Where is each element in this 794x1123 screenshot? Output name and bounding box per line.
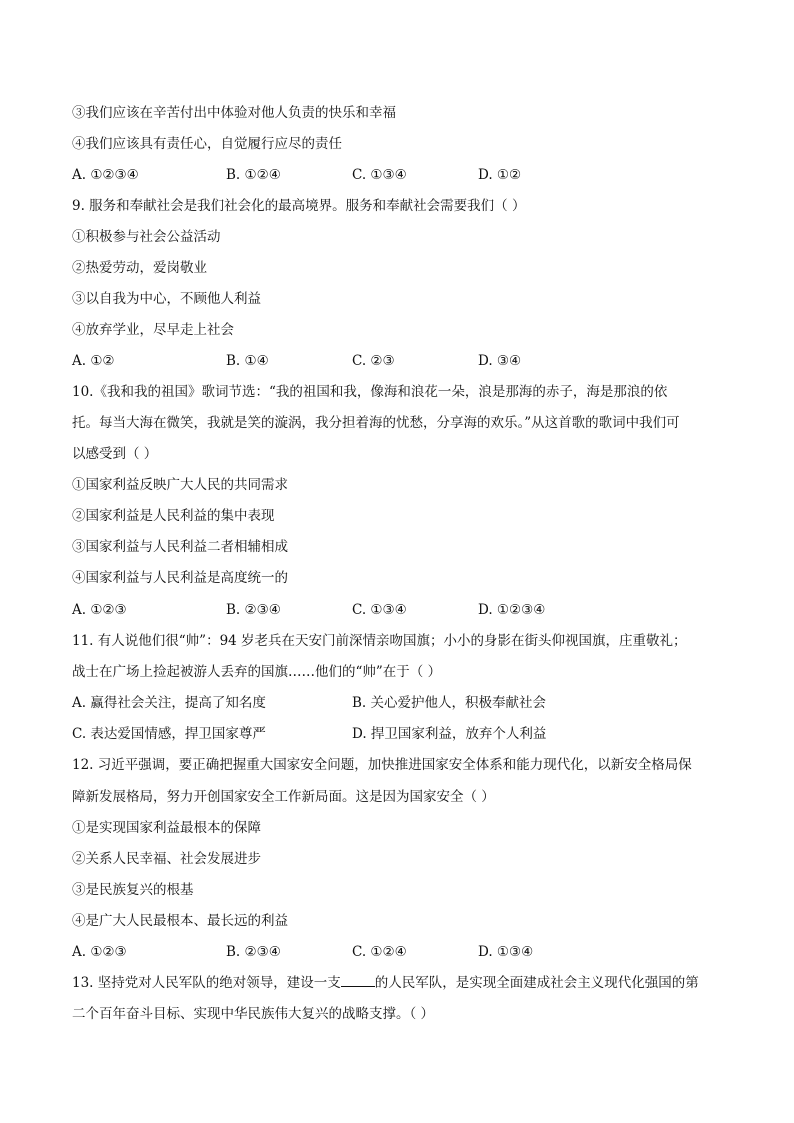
q10-option-b: B. ②③④ [226, 602, 281, 618]
q11-option-a: A. 赢得社会关注，提高了知名度 [72, 695, 266, 711]
q8-item-3: ③我们应该在辛苦付出中体验对他人负责的快乐和幸福 [72, 105, 396, 121]
q12-option-a: A. ①②③ [72, 944, 127, 960]
q8-option-a: A. ①②③④ [72, 167, 139, 183]
q11-options-row-2 [72, 725, 732, 743]
q9-item-2: ②热爱劳动，爱岗敬业 [72, 260, 207, 276]
q12-stem-line-2: 障新发展格局，努力开创国家安全工作新局面。这是因为国家安全（ ） [72, 789, 495, 805]
q10-item-1: ①国家利益反映广大人民的共同需求 [72, 477, 288, 493]
q9-item-1: ①积极参与社会公益活动 [72, 229, 221, 245]
q11-option-b: B. 关心爱护他人，积极奉献社会 [352, 695, 547, 711]
q12-options [72, 943, 732, 961]
q11-stem-line-2: 战士在广场上捡起被游人丢弃的国旗……他们的“帅”在于（ ） [72, 664, 442, 680]
q10-stem-line-3: 以感受到（ ） [72, 446, 158, 462]
q11-option-c: C. 表达爱国情感，捍卫国家尊严 [72, 726, 266, 742]
q12-item-2: ②关系人民幸福、社会发展进步 [72, 851, 261, 867]
q8-item-4: ④我们应该具有责任心，自觉履行应尽的责任 [72, 136, 342, 152]
q9-stem: 9. 服务和奉献社会是我们社会化的最高境界。服务和奉献社会需要我们（ ） [72, 198, 526, 214]
q8-options [72, 166, 732, 184]
q10-item-4: ④国家利益与人民利益是高度统一的 [72, 570, 288, 586]
q9-item-3: ③以自我为中心，不顾他人利益 [72, 291, 261, 307]
q10-options [72, 601, 732, 619]
q12-stem-line-1: 12. 习近平强调，要正确把握重大国家安全问题，加快推进国家安全体系和能力现代化，以新安全格局保 [72, 757, 692, 773]
q9-option-c: C. ②③ [352, 353, 395, 369]
q12-option-b: B. ②③④ [226, 944, 281, 960]
q10-option-d: D. ①②③④ [478, 602, 546, 618]
q13-stem-line-2: 二个百年奋斗目标、实现中华民族伟大复兴的战略支撑。（ ） [72, 1006, 435, 1022]
q10-stem-line-1: 10.《我和我的祖国》歌词节选：“我的祖国和我，像海和浪花一朵，浪是那海的赤子，海是那浪的依 [72, 384, 668, 400]
q8-option-d: D. ①② [478, 167, 522, 183]
q9-options [72, 352, 732, 370]
q13-stem-line-1 [72, 974, 699, 992]
q10-option-c: C. ①③④ [352, 602, 407, 618]
q8-option-c: C. ①③④ [352, 167, 407, 183]
q9-option-b: B. ①④ [226, 353, 269, 369]
q10-item-2: ②国家利益是人民利益的集中表现 [72, 508, 275, 524]
q10-item-3: ③国家利益与人民利益二者相辅相成 [72, 539, 288, 555]
q9-item-4: ④放弃学业，尽早走上社会 [72, 322, 234, 338]
q12-item-1: ①是实现国家利益最根本的保障 [72, 820, 261, 836]
q10-option-a: A. ①②③ [72, 602, 127, 618]
q13-stem-before-blank: 13. 坚持党对人民军队的绝对领导，建设一支 [72, 975, 341, 991]
q12-item-3: ③是民族复兴的根基 [72, 882, 194, 898]
q8-option-b: B. ①②④ [226, 167, 281, 183]
q12-option-d: D. ①③④ [478, 944, 534, 960]
q11-stem-line-1: 11. 有人说他们很“帅”：94 岁老兵在天安门前深情亲吻国旗；小小的身影在街头仰视国旗，庄重敬礼； [72, 633, 687, 649]
q11-option-d: D. 捍卫国家利益，放弃个人利益 [352, 726, 547, 742]
q12-item-4: ④是广大人民最根本、最长远的利益 [72, 913, 288, 929]
q13-answer-blank [341, 974, 375, 987]
q11-options-row-1 [72, 694, 732, 712]
q12-option-c: C. ①②④ [352, 944, 407, 960]
q13-stem-after-blank: 的人民军队，是实现全面建成社会主义现代化强国的第 [374, 975, 699, 991]
q9-option-a: A. ①② [72, 353, 115, 369]
q9-option-d: D. ③④ [478, 353, 522, 369]
q10-stem-line-2: 托。每当大海在微笑，我就是笑的漩涡，我分担着海的忧愁，分享海的欢乐。”从这首歌的歌词中我们可 [72, 415, 680, 431]
